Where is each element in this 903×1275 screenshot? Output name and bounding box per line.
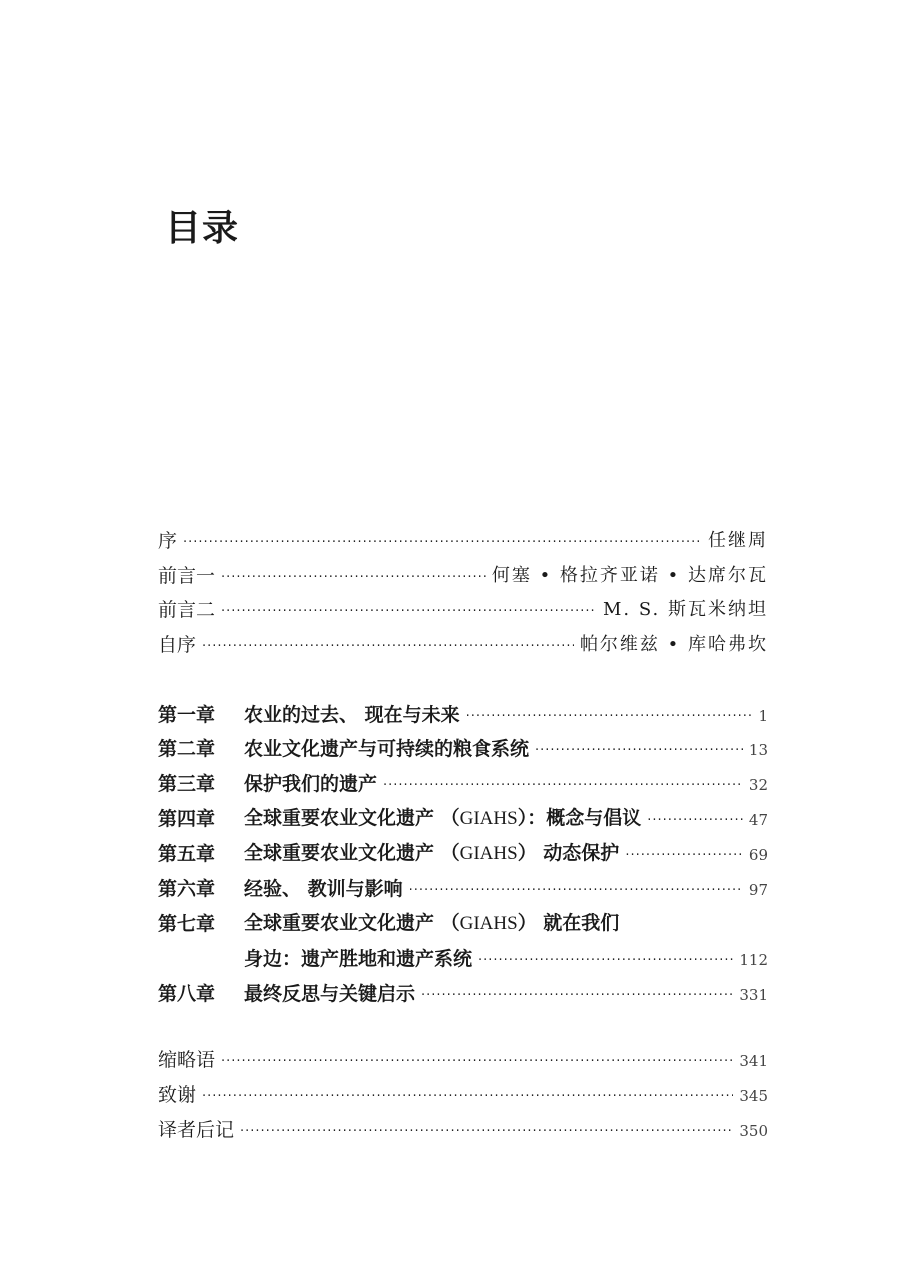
toc-entry-author: 帕尔维兹 • 库哈弗坎 xyxy=(579,634,768,655)
toc-chapter-6[interactable] xyxy=(158,871,768,901)
chapter-number: 第一章 xyxy=(158,704,216,726)
leader-dots xyxy=(625,846,743,866)
toc-entry-label: 译者后记 xyxy=(158,1119,235,1141)
chapter-title: 农业文化遗产与可持续的粮食系统 xyxy=(244,738,530,760)
leader-dots xyxy=(421,986,733,1006)
chapter-title: 保护我们的遗产 xyxy=(244,773,378,795)
chapter-number: 第三章 xyxy=(158,773,216,795)
leader-dots xyxy=(409,881,743,901)
toc-entry-translator-afterword[interactable] xyxy=(158,1112,768,1142)
toc-entry-label: 前言一 xyxy=(158,565,216,587)
toc-entry-label: 前言二 xyxy=(158,599,216,621)
page-title: 目录 xyxy=(165,208,240,249)
page-number: 47 xyxy=(748,811,768,829)
chapter-title-part: ）：概念与倡议 xyxy=(517,807,642,829)
leader-dots xyxy=(202,637,574,657)
chapter-number: 第二章 xyxy=(158,738,216,760)
toc-chapter-7[interactable] xyxy=(158,906,768,936)
toc-chapter-2[interactable] xyxy=(158,731,768,761)
leader-dots xyxy=(478,951,733,971)
leader-dots xyxy=(240,1122,733,1142)
leader-dots xyxy=(183,533,702,553)
page-number: 69 xyxy=(748,846,768,864)
leader-dots xyxy=(647,811,743,831)
page-number: 32 xyxy=(748,776,768,794)
toc-entry-label: 序 xyxy=(158,530,178,552)
chapter-title-continued: 身边：遗产胜地和遗产系统 xyxy=(244,948,473,970)
page-number: 97 xyxy=(748,881,768,899)
leader-dots xyxy=(535,741,743,761)
chapter-number: 第六章 xyxy=(158,878,216,900)
chapter-title-part: 全球重要农业文化遗产 （ xyxy=(244,807,460,829)
leader-dots xyxy=(221,1052,733,1072)
toc-entry-label: 自序 xyxy=(158,634,197,656)
chapter-title xyxy=(244,911,619,936)
toc-entry-abbreviations[interactable] xyxy=(158,1042,768,1072)
chapter-title xyxy=(244,841,619,866)
chapter-number: 第七章 xyxy=(158,913,216,935)
toc-chapter-7-continued[interactable] xyxy=(244,941,768,971)
page-number: 331 xyxy=(739,986,768,1004)
leader-dots xyxy=(466,707,753,727)
toc-chapter-4[interactable] xyxy=(158,801,768,831)
chapter-title: 农业的过去、 现在与未来 xyxy=(244,704,460,726)
toc-entry-author: 何塞 • 格拉齐亚诺 • 达席尔瓦 xyxy=(491,565,768,586)
giahs-acronym: GIAHS xyxy=(459,913,518,934)
toc-entry-author-preface[interactable] xyxy=(158,627,768,657)
toc-entry-label: 缩略语 xyxy=(158,1049,216,1071)
toc-chapter-5[interactable] xyxy=(158,836,768,866)
leader-dots xyxy=(383,776,743,796)
chapter-title-part: ） 动态保护 xyxy=(517,842,620,864)
toc-entry-foreword-2[interactable] xyxy=(158,592,768,622)
page-number: 112 xyxy=(739,951,768,969)
page-number: 345 xyxy=(739,1087,768,1105)
chapter-title-part: 全球重要农业文化遗产 （ xyxy=(244,912,460,934)
leader-dots xyxy=(221,602,597,622)
chapter-title-part: 全球重要农业文化遗产 （ xyxy=(244,842,460,864)
chapter-title-part: ） 就在我们 xyxy=(517,912,620,934)
toc-chapter-1[interactable] xyxy=(158,697,768,727)
page-number: 1 xyxy=(758,707,768,725)
toc-entry-author: 任继周 xyxy=(708,530,768,551)
page-number: 341 xyxy=(739,1052,768,1070)
chapter-number: 第四章 xyxy=(158,808,216,830)
toc-entry-foreword-1[interactable] xyxy=(158,558,768,588)
toc-entry-preface[interactable] xyxy=(158,523,768,553)
chapter-number: 第八章 xyxy=(158,983,216,1005)
toc-chapter-3[interactable] xyxy=(158,766,768,796)
toc-entry-acknowledgements[interactable] xyxy=(158,1077,768,1107)
chapter-number: 第五章 xyxy=(158,843,216,865)
chapter-title: 经验、 教训与影响 xyxy=(244,878,403,900)
giahs-acronym: GIAHS xyxy=(459,808,518,829)
page-number: 13 xyxy=(748,741,768,759)
page-number: 350 xyxy=(739,1122,768,1140)
leader-dots xyxy=(202,1087,733,1107)
chapter-title: 最终反思与关键启示 xyxy=(244,983,416,1005)
leader-dots xyxy=(221,568,486,588)
chapter-title xyxy=(244,806,641,831)
toc-chapter-8[interactable] xyxy=(158,976,768,1006)
giahs-acronym: GIAHS xyxy=(459,843,518,864)
toc-entry-author: M. S. 斯瓦米纳坦 xyxy=(602,599,768,620)
toc-entry-label: 致谢 xyxy=(158,1084,197,1106)
